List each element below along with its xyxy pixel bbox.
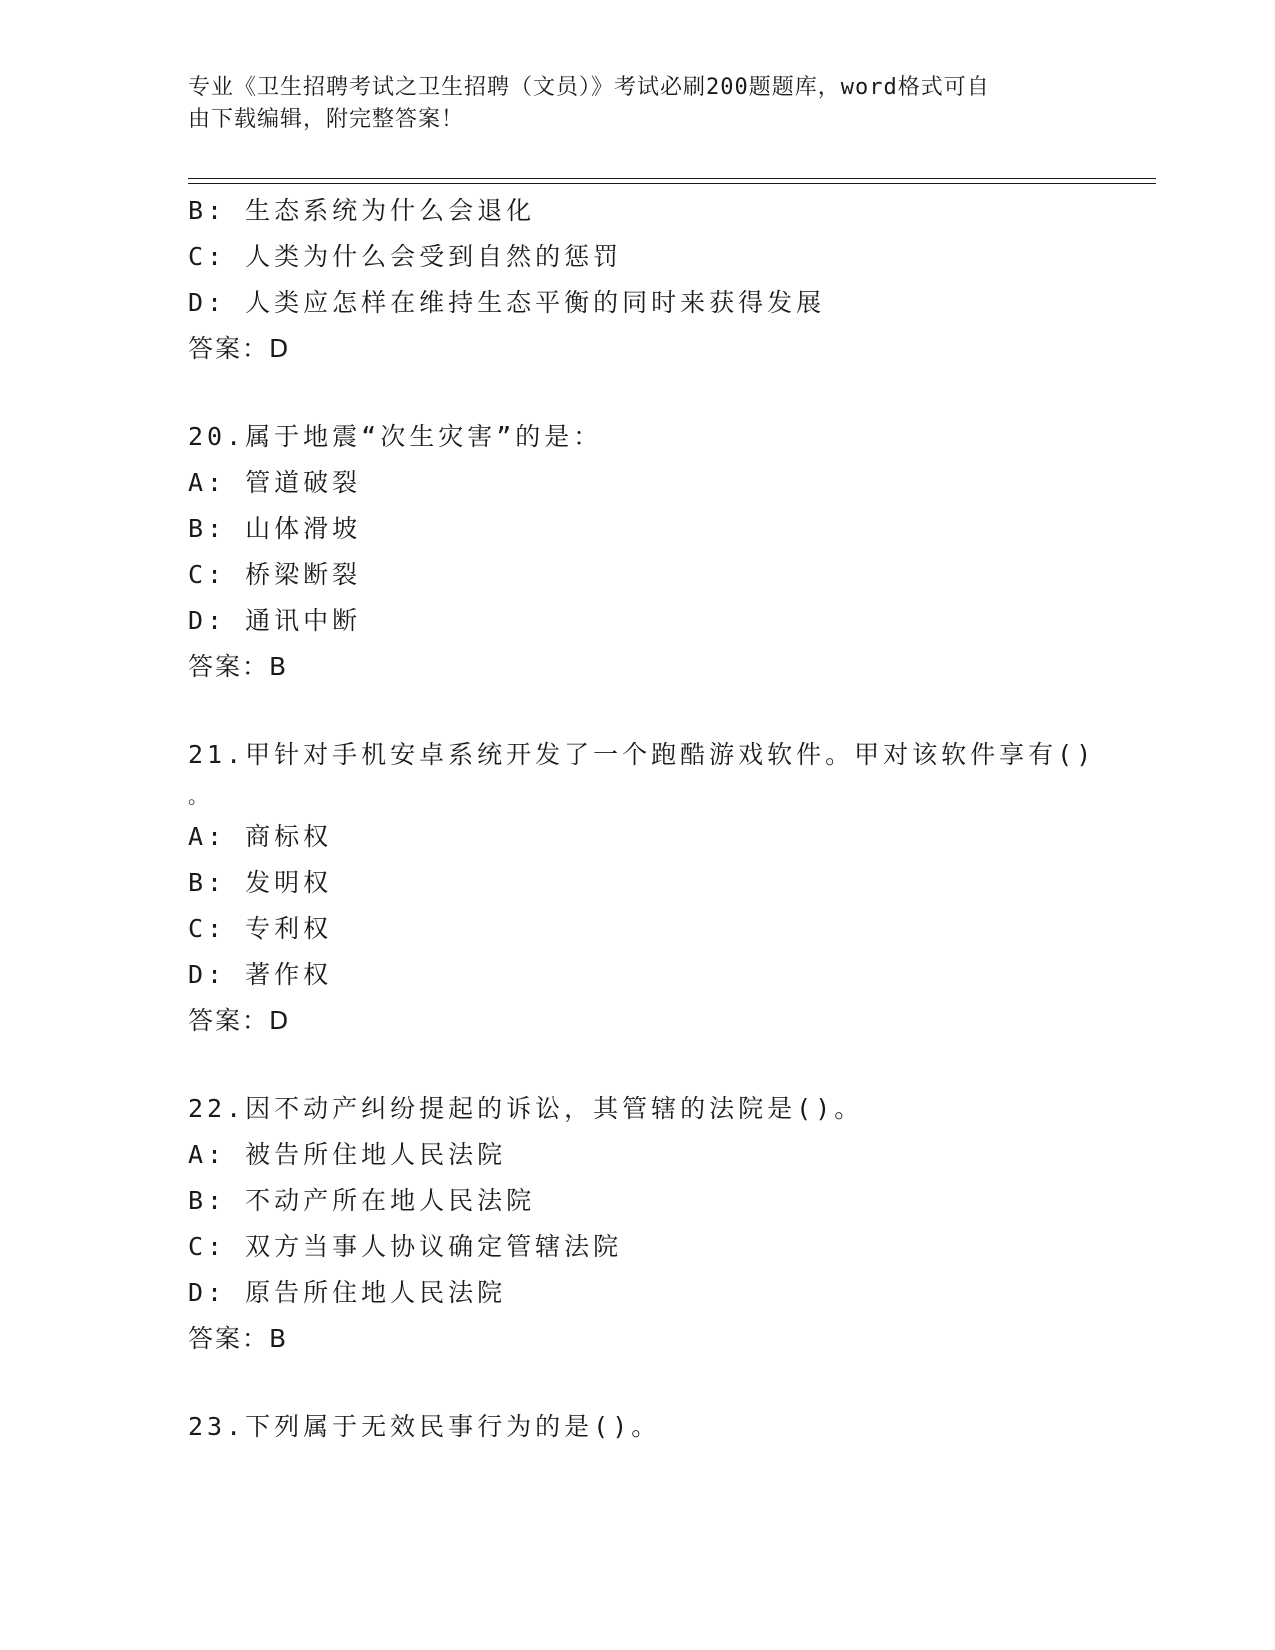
question-block-20 [188,414,1088,690]
answer-line: 答案：D [188,1006,291,1035]
option-c: C: 桥梁断裂 [188,560,362,589]
option-a: A: 管道破裂 [188,468,362,497]
header-line-1: 专业《卫生招聘考试之卫生招聘（文员）》考试必刷200题题库，word格式可自 [188,75,990,100]
question-block-21 [188,732,1096,1044]
question-list [188,188,1096,1450]
answer-line: 答案：B [188,1324,289,1353]
option-c: C: 双方当事人协议确定管辖法院 [188,1232,623,1261]
option-a: A: 被告所住地人民法院 [188,1140,507,1169]
question-stem-continuation: 。 [188,784,212,808]
option-c: C: 人类为什么会受到自然的惩罚 [188,242,623,271]
option-d: D: 原告所住地人民法院 [188,1278,507,1307]
document-header [188,72,1088,136]
question-stem: 22.因不动产纠纷提起的诉讼，其管辖的法院是()。 [188,1094,864,1123]
question-stem: 21.甲针对手机安卓系统开发了一个跑酷游戏软件。甲对该软件享有() [188,740,1096,769]
option-b: B: 山体滑坡 [188,514,362,543]
answer-line: 答案：D [188,334,291,363]
option-d: D: 人类应怎样在维持生态平衡的同时来获得发展 [188,288,826,317]
header-line-2: 由下载编辑，附完整答案！ [188,107,465,132]
option-b: B: 发明权 [188,868,333,897]
answer-line: 答案：B [188,652,289,681]
question-block-22 [188,1086,1088,1362]
option-d: D: 通讯中断 [188,606,362,635]
question-block-19 [188,188,1088,372]
option-d: D: 著作权 [188,960,333,989]
option-b: B: 不动产所在地人民法院 [188,1186,536,1215]
question-block-23 [188,1404,1088,1450]
option-a: A: 商标权 [188,822,333,851]
header-divider [188,178,1156,184]
option-c: C: 专利权 [188,914,333,943]
question-stem: 20.属于地震“次生灾害”的是： [188,422,603,451]
option-b: B: 生态系统为什么会退化 [188,196,536,225]
question-stem: 23.下列属于无效民事行为的是()。 [188,1412,661,1441]
